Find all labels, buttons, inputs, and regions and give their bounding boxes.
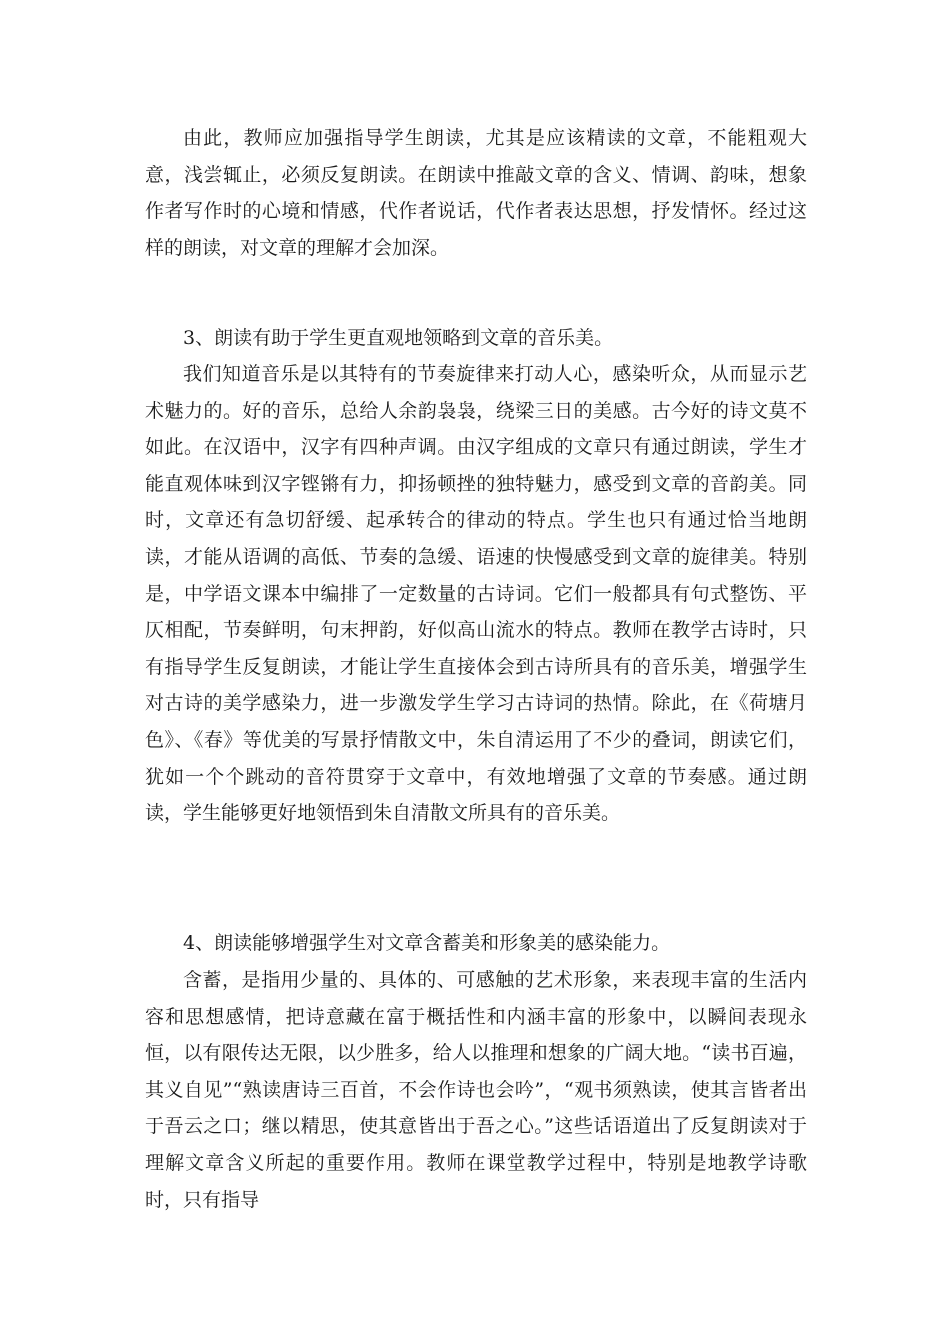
section-heading-4: 4、朗读能够增强学生对文章含蓄美和形象美的感染能力。 bbox=[183, 932, 671, 954]
paragraph-guidance: 由此，教师应加强指导学生朗读，尤其是应该精读的文章，不能粗观大意，浅尝辄止，必须反复朗读。在朗读中推敲文章的含义、情调、韵味，想象作者写作时的心境和情感，代作者说话，代作者表达思想，抒发情怀。经过这样的朗读，对文章的理解才会加深。 bbox=[145, 127, 807, 259]
section-heading-3: 3、朗读有助于学生更直观地领略到文章的音乐美。 bbox=[183, 327, 614, 349]
paragraph-music-beauty: 我们知道音乐是以其特有的节奏旋律来打动人心，感染听众，从而显示艺术魅力的。好的音乐，总给人余韵袅袅，绕梁三日的美感。古今好的诗文莫不如此。在汉语中，汉字有四种声调。由汉字组成的文章只有通过朗读，学生才能直观体味到汉字铿锵有力，抑扬顿挫的独特魅力，感受到文章的音韵美。同时，文章还有急切舒缓、起承转合的律动的特点。学生也只有通过恰当地朗读，才能从语调的高低、节奏的急缓、语速的快慢感受到文章的旋律美。特别是，中学语文课本中编排了一定数量的古诗词。它们一般都具有句式整饬、平仄相配，节奏鲜明，句末押韵，好似高山流水的特点。教师在教学古诗时，只有指导学生反复朗读，才能让学生直接体会到古诗所具有的音乐美，增强学生对古诗的美学感染力，进一步激发学生学习古诗词的热情。除此，在《荷塘月色》、《春》等优美的写景抒情散文中，朱自清运用了不少的叠词，朗读它们，犹如一个个跳动的音符贯穿于文章中，有效地增强了文章的节奏感。通过朗读，学生能够更好地领悟到朱自清散文所具有的音乐美。 bbox=[145, 363, 807, 825]
paragraph-implicit-beauty: 含蓄，是指用少量的、具体的、可感触的艺术形象，来表现丰富的生活内容和思想感情，把诗意藏在富于概括性和内涵丰富的形象中，以瞬间表现永恒，以有限传达无限，以少胜多，给人以推理和想象的广阔大地。“读书百遍，其义自见”“熟读唐诗三百首，不会作诗也会吟”，“观书须熟读，使其言皆者出于吾云之口；继以精思，使其意皆出于吾之心。”这些话语道出了反复朗读对于理解文章含义所起的重要作用。教师在课堂教学过程中，特别是地教学诗歌时，只有指导 bbox=[145, 969, 807, 1211]
